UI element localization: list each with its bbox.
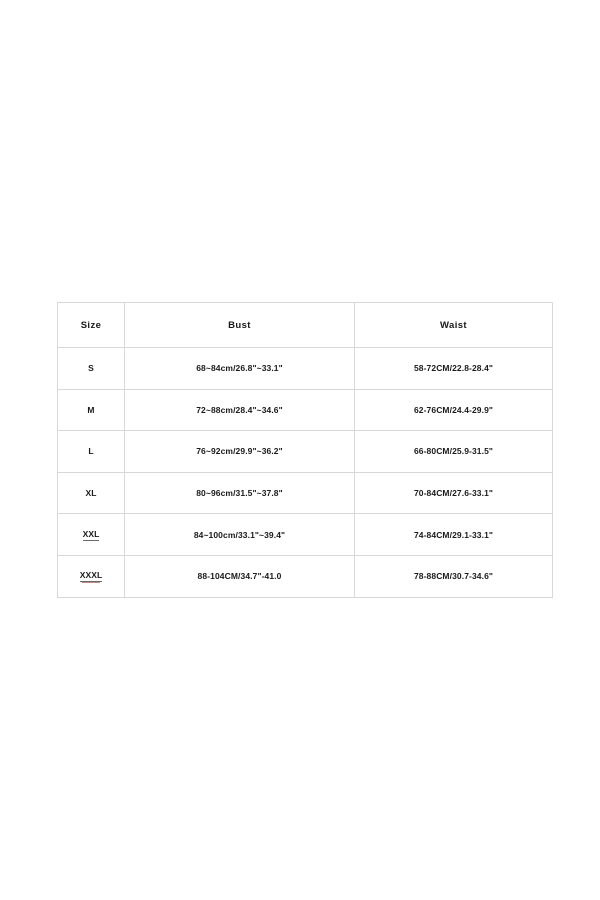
column-header-bust: Bust bbox=[125, 303, 355, 348]
cell-bust: 88-104CM/34.7"-41.0 bbox=[125, 555, 355, 597]
cell-size: M bbox=[58, 389, 125, 431]
cell-size: L bbox=[58, 431, 125, 473]
cell-waist: 66-80CM/25.9-31.5" bbox=[355, 431, 553, 473]
table-row bbox=[58, 348, 553, 390]
table-row bbox=[58, 431, 553, 473]
cell-waist: 62-76CM/24.4-29.9" bbox=[355, 389, 553, 431]
size-chart-container bbox=[57, 302, 543, 598]
cell-waist: 58-72CM/22.8-28.4" bbox=[355, 348, 553, 390]
table-row bbox=[58, 555, 553, 597]
table-row bbox=[58, 514, 553, 556]
cell-waist: 70-84CM/27.6-33.1" bbox=[355, 472, 553, 514]
size-chart-table bbox=[57, 302, 553, 598]
table-body bbox=[58, 348, 553, 598]
cell-size bbox=[58, 555, 125, 597]
cell-bust: 80~96cm/31.5"~37.8" bbox=[125, 472, 355, 514]
cell-bust: 68~84cm/26.8"~33.1" bbox=[125, 348, 355, 390]
cell-size bbox=[58, 514, 125, 556]
column-header-waist: Waist bbox=[355, 303, 553, 348]
cell-bust: 72~88cm/28.4"~34.6" bbox=[125, 389, 355, 431]
table-header-row bbox=[58, 303, 553, 348]
cell-size-text: XXXL bbox=[79, 570, 103, 581]
table-row bbox=[58, 389, 553, 431]
cell-bust: 76~92cm/29.9"~36.2" bbox=[125, 431, 355, 473]
cell-size-text: XXL bbox=[82, 528, 100, 539]
table-row bbox=[58, 472, 553, 514]
cell-bust: 84~100cm/33.1"~39.4" bbox=[125, 514, 355, 556]
table-header bbox=[58, 303, 553, 348]
cell-size: S bbox=[58, 348, 125, 390]
cell-waist: 74-84CM/29.1-33.1" bbox=[355, 514, 553, 556]
cell-size: XL bbox=[58, 472, 125, 514]
cell-waist: 78-88CM/30.7-34.6" bbox=[355, 555, 553, 597]
column-header-size: Size bbox=[58, 303, 125, 348]
